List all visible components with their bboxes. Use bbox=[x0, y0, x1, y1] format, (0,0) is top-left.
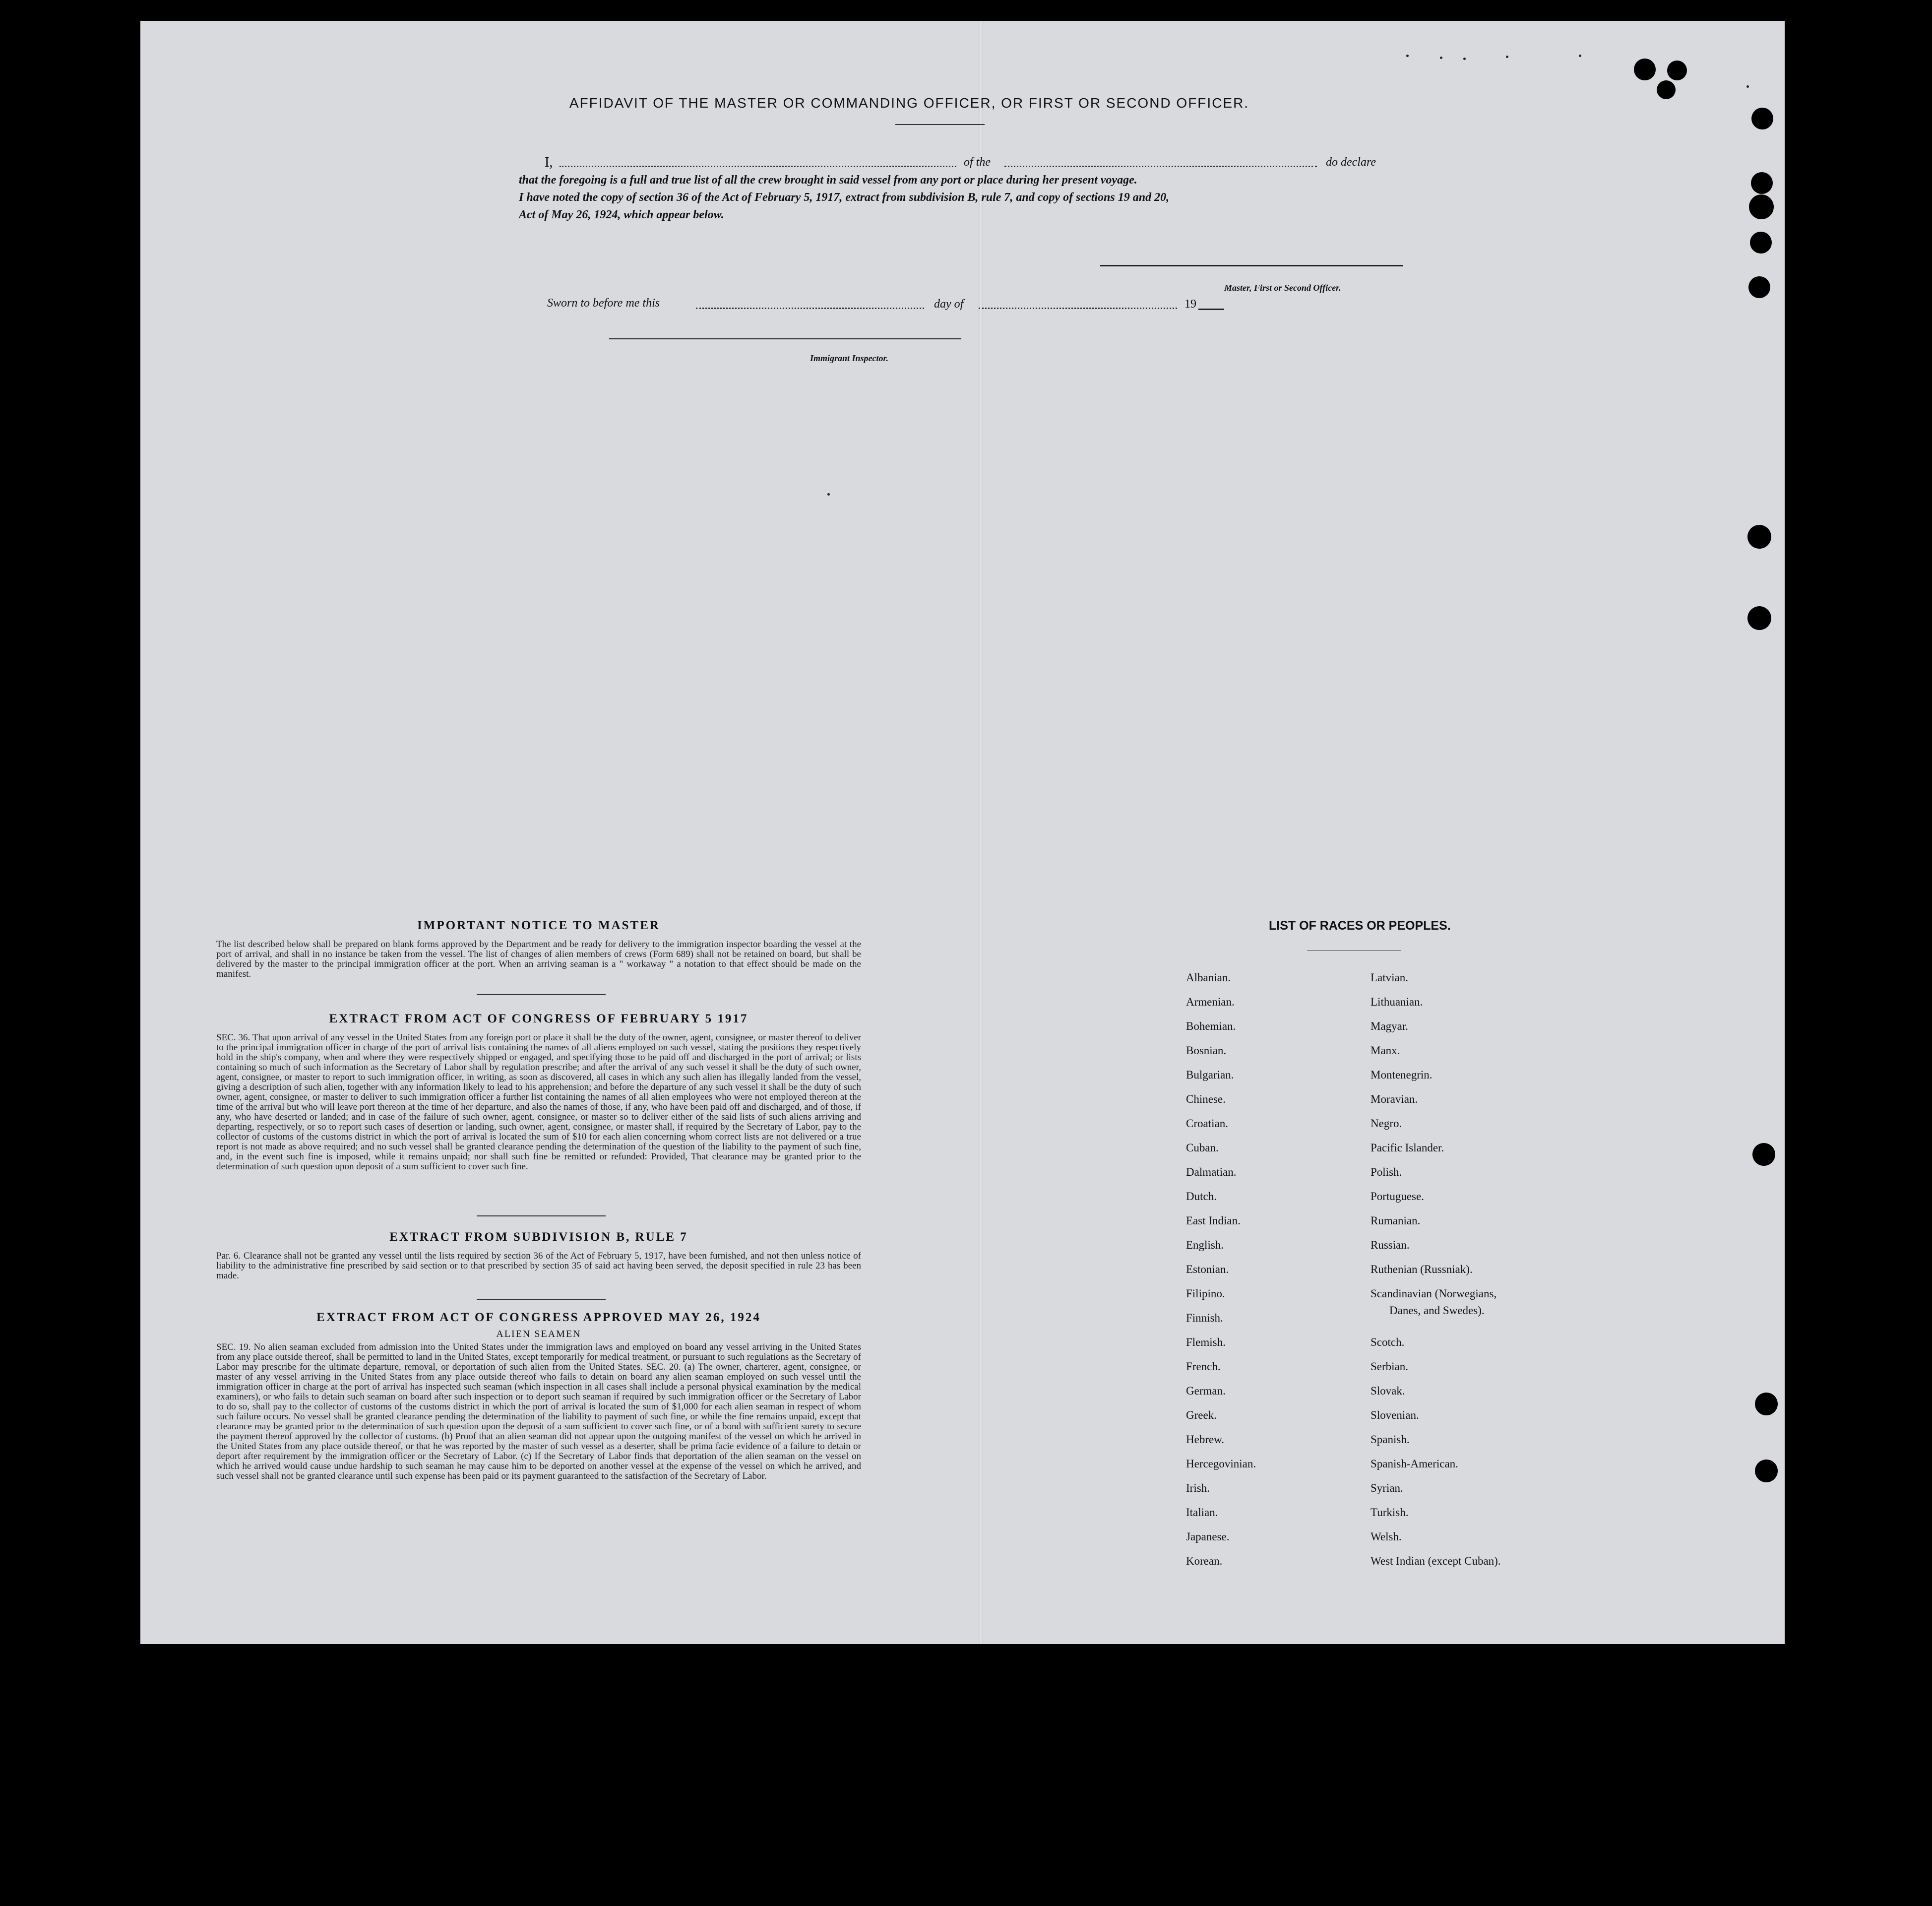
affidavit-line-4: Act of May 26, 1924, which appear below. bbox=[519, 208, 724, 221]
affidavit-title: AFFIDAVIT OF THE MASTER OR COMMANDING OFFICER, OR FIRST OR SECOND OFFICER. bbox=[569, 95, 1249, 111]
rule-7-title: EXTRACT FROM SUBDIVISION B, RULE 7 bbox=[389, 1230, 688, 1244]
extract-1924-title: EXTRACT FROM ACT OF CONGRESS APPROVED MAY 26, 1924 bbox=[316, 1311, 761, 1324]
race-item: Estonian. bbox=[1186, 1263, 1229, 1275]
race-item: Chinese. bbox=[1186, 1093, 1226, 1105]
race-item: German. bbox=[1186, 1385, 1226, 1397]
notice-body: The list described below shall be prepared on blank forms approved by the Department and be ready for delivery to the immigration inspector boarding the vessel at the port of arrival, and shall in no instance be taken from the vessel. The list of changes of alien members of crews (Form 689) shall not be retained on board, but shall be delivered by the master to the principal immigration officer at the port. When an arriving seaman is a " workaway " a notation to that effect should be made on the manifest. bbox=[216, 939, 861, 979]
document-page bbox=[140, 21, 1785, 1644]
race-item: West Indian (except Cuban). bbox=[1371, 1555, 1501, 1567]
punch-hole bbox=[1755, 1393, 1778, 1415]
race-item: Bosnian. bbox=[1186, 1044, 1227, 1057]
affidavit-i: I, bbox=[545, 155, 553, 170]
race-item: Scandinavian (Norwegians, bbox=[1371, 1287, 1497, 1300]
punch-hole bbox=[1751, 108, 1773, 129]
race-item: Finnish. bbox=[1186, 1312, 1223, 1324]
punch-hole bbox=[1750, 232, 1772, 254]
race-item: Dutch. bbox=[1186, 1190, 1217, 1203]
extract-1917-body: SEC. 36. That upon arrival of any vessel in the United States from any foreign port or place it shall be the duty of the owner, agent, consignee, or master thereof to deliver to the principal immigration officer in charge of the port of arrival lists containing the names of all aliens employed on such vessel, stating the positions they respectively hold in the ship's company, when and where they were respectively shipped or engaged, and specifying those to be paid off and discharged in the port of arrival; or lists containing so much of such information as the Secretary of Labor shall by regulation prescribe; and after the arrival of any such vessel it shall be the duty of such owner, agent, consignee, or master to report to such immigration officer, in writing, as soon as discovered, all cases in which any such alien has illegally landed from the vessel, giving a description of such alien, together with any information likely to lead to his apprehension; and before the departure of any such vessel it shall be the duty of such owner, agent, consignee, or master to deliver to such immigration officer a further list containing the names of all alien employees who were not employed thereon at the time of the arrival but who will leave port thereon at the time of her departure, and also the names of those, if any, who have been paid off and discharged, and of those, if any, who have deserted or landed; and in case of the failure of such owner, agent, consignee, or master so to deliver either of the said lists of such aliens arriving and departing, respectively, or so to report such cases of desertion or landing, such owner, agent, consignee, or master shall, if required by the Secretary of Labor, pay to the collector of customs of the customs district in which the port of arrival is located the sum of $10 for each alien concerning whom correct lists are not delivered or a true report is not made as above required; and no such vessel shall be granted clearance pending the determination of the question of the liability to the payment of such fine, and, in the event such fine is imposed, while it remains unpaid; nor shall such fine be remitted or refunded: Provided, That clearance may be granted prior to the determination of such question upon deposit of a sum sufficient to cover such fine. bbox=[216, 1032, 861, 1172]
race-item: Croatian. bbox=[1186, 1117, 1228, 1130]
race-item: Spanish. bbox=[1371, 1433, 1410, 1446]
affidavit-line-2: that the foregoing is a full and true list of all the crew brought in said vessel from any port or place during her present voyage. bbox=[519, 174, 1137, 187]
race-item: Manx. bbox=[1371, 1044, 1400, 1057]
alien-seamen-subtitle: ALIEN SEAMEN bbox=[496, 1329, 581, 1339]
do-declare-label: do declare bbox=[1326, 156, 1376, 169]
race-item: Portuguese. bbox=[1371, 1190, 1424, 1203]
race-item: Moravian. bbox=[1371, 1093, 1418, 1105]
year-prefix: 19 bbox=[1184, 298, 1196, 311]
race-item: Negro. bbox=[1371, 1117, 1402, 1130]
master-signature-line[interactable] bbox=[1100, 265, 1403, 266]
race-item: Slovak. bbox=[1371, 1385, 1405, 1397]
race-item: Dalmatian. bbox=[1186, 1166, 1237, 1178]
extract-1924-body: SEC. 19. No alien seaman excluded from admission into the United States under the immigration laws and employed on board any vessel arriving in the United States from any place outside thereof, shall be permitted to land in the United States, except temporarily for medical treatment, or pursuant to such regulations as the Secretary of Labor may prescribe for the ultimate departure, removal, or deportation of such alien from the United States. SEC. 20. (a) The owner, charterer, agent, consignee, or master of any vessel arriving in the United States from any place outside thereof who fails to detain on board any alien seaman employed on such vessel until the immigration officer in charge at the port of arrival has inspected such seaman (which inspection in all cases shall include a personal physical examination by the medical examiners), or who fails to detain such seaman on board after such inspection or to deport such seaman if required by such immigration officer or the Secretary of Labor to do so, shall pay to the collector of customs of the customs district in which the port of arrival is located the sum of $1,000 for each alien seaman in respect of whom such failure occurs. No vessel shall be granted clearance pending the determination of the liability to payment of such fine, or while the fine remains unpaid, except that clearance may be granted prior to the determination of such question upon the deposit of a sum sufficient to cover such fine, or of a bond with sufficient surety to secure the payment thereof approved by the collector of customs. (b) Proof that an alien seaman did not appear upon the outgoing manifest of the vessel on which he arrived in the United States from any place outside thereof, or that he was reported by the master of such vessel as a deserter, shall be prima facie evidence of a failure to detain or deport after requirement by the immigration officer or the Secretary of Labor. (c) If the Secretary of Labor finds that deportation of the alien seaman on the vessel on which he arrived would cause undue hardship to such seaman he may cause him to be deported on another vessel at the expense of the vessel on which he arrived, and such vessel shall not be granted clearance until such expense has been paid or its payment guaranteed to the satisfaction of the Secretary of Labor. bbox=[216, 1342, 861, 1481]
race-item: Korean. bbox=[1186, 1555, 1223, 1567]
race-item: Hebrew. bbox=[1186, 1433, 1225, 1446]
punch-hole bbox=[1667, 61, 1687, 80]
race-item: Albanian. bbox=[1186, 971, 1231, 984]
race-item: Filipino. bbox=[1186, 1287, 1225, 1300]
rule-7-body: Par. 6. Clearance shall not be granted any vessel until the lists required by section 36 of the Act of February 5, 1917, have been furnished, and not then unless notice of liability to the administrative fine prescribed by said section or to that prescribed by section 35 of said act having been served, the deposit specified in rule 23 has been made. bbox=[216, 1251, 861, 1281]
race-item: Armenian. bbox=[1186, 996, 1235, 1008]
race-item: Rumanian. bbox=[1371, 1214, 1421, 1227]
punch-hole bbox=[1634, 59, 1656, 80]
race-item: French. bbox=[1186, 1360, 1221, 1373]
of-the-label: of the bbox=[964, 156, 991, 169]
race-item: Hercegovinian. bbox=[1186, 1458, 1256, 1470]
race-item: Irish. bbox=[1186, 1482, 1210, 1494]
punch-hole bbox=[1755, 1460, 1778, 1482]
center-fold bbox=[979, 21, 983, 1644]
race-item: Turkish. bbox=[1371, 1506, 1409, 1519]
race-item: Welsh. bbox=[1371, 1530, 1402, 1543]
race-item: Serbian. bbox=[1371, 1360, 1409, 1373]
punch-hole bbox=[1748, 276, 1770, 298]
race-item: Ruthenian (Russniak). bbox=[1371, 1263, 1473, 1275]
sworn-month-field[interactable] bbox=[979, 308, 1177, 309]
affidavit-line-3: I have noted the copy of section 36 of the Act of February 5, 1917, extract from subdivision B, rule 7, and copy of sections 19 and 20, bbox=[519, 191, 1170, 204]
punch-hole bbox=[1747, 525, 1771, 549]
race-item: English. bbox=[1186, 1239, 1224, 1251]
race-item: Lithuanian. bbox=[1371, 996, 1423, 1008]
inspector-signature-line[interactable] bbox=[609, 338, 961, 339]
year-field[interactable] bbox=[1198, 309, 1224, 310]
race-item: Syrian. bbox=[1371, 1482, 1403, 1494]
punch-hole bbox=[1747, 606, 1771, 630]
race-item: Spanish-American. bbox=[1371, 1458, 1458, 1470]
notice-title: IMPORTANT NOTICE TO MASTER bbox=[417, 919, 660, 932]
vessel-field[interactable] bbox=[1004, 166, 1317, 167]
race-item: Danes, and Swedes). bbox=[1389, 1304, 1485, 1317]
race-item: Italian. bbox=[1186, 1506, 1218, 1519]
race-item: Magyar. bbox=[1371, 1020, 1409, 1032]
day-of-label: day of bbox=[934, 298, 964, 311]
race-item: Bohemian. bbox=[1186, 1020, 1236, 1032]
race-item: Scotch. bbox=[1371, 1336, 1405, 1348]
race-item: East Indian. bbox=[1186, 1214, 1241, 1227]
sworn-label: Sworn to before me this bbox=[547, 297, 660, 310]
race-item: Montenegrin. bbox=[1371, 1069, 1433, 1081]
race-item: Russian. bbox=[1371, 1239, 1410, 1251]
race-item: Japanese. bbox=[1186, 1530, 1230, 1543]
punch-hole bbox=[1657, 80, 1676, 99]
race-item: Greek. bbox=[1186, 1409, 1217, 1421]
race-item: Cuban. bbox=[1186, 1142, 1219, 1154]
name-field[interactable] bbox=[560, 166, 956, 167]
race-item: Latvian. bbox=[1371, 971, 1408, 984]
inspector-label: Immigrant Inspector. bbox=[810, 353, 889, 363]
race-item: Pacific Islander. bbox=[1371, 1142, 1444, 1154]
race-item: Bulgarian. bbox=[1186, 1069, 1234, 1081]
master-signature-label: Master, First or Second Officer. bbox=[1224, 283, 1341, 293]
races-title: LIST OF RACES OR PEOPLES. bbox=[1269, 919, 1451, 933]
extract-1917-title: EXTRACT FROM ACT OF CONGRESS OF FEBRUARY 5 1917 bbox=[329, 1012, 748, 1025]
sworn-day-field[interactable] bbox=[696, 308, 924, 309]
race-item: Polish. bbox=[1371, 1166, 1402, 1178]
punch-hole bbox=[1751, 172, 1773, 194]
race-item: Flemish. bbox=[1186, 1336, 1226, 1348]
punch-hole bbox=[1752, 1143, 1775, 1166]
punch-hole bbox=[1749, 194, 1774, 219]
race-item: Slovenian. bbox=[1371, 1409, 1419, 1421]
